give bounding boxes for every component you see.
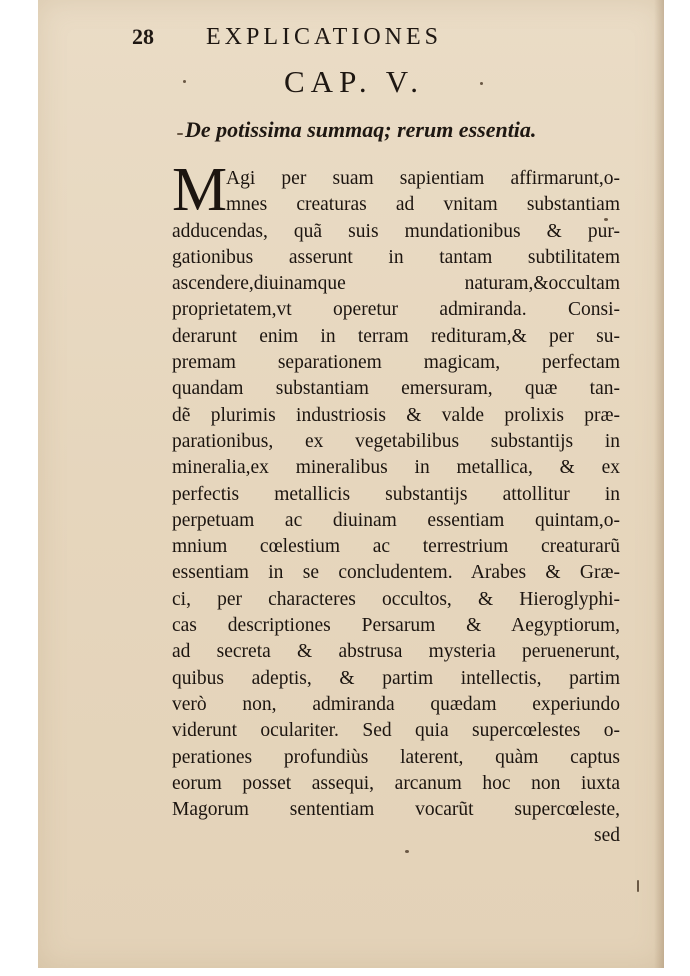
text-line: dẽ plurimis industriosis & valde prolixis præ-: [172, 404, 620, 426]
text-line: perfectis metallicis substantijs attollitur in: [172, 483, 620, 505]
paper-speck: [183, 80, 186, 83]
chapter-title: De potissima summaq; rerum essentia.: [185, 117, 537, 142]
text-line: essentiam in se concludentem. Arabes & Græ-: [172, 562, 620, 584]
text-line: gationibus asserunt in tantam subtilitatem: [172, 246, 620, 268]
body-text: [172, 166, 620, 850]
drop-cap: M: [172, 156, 228, 224]
text-line: quibus adeptis, & partim intellectis, partim: [172, 667, 620, 689]
text-line: ci, per characteres occultos, & Hieroglyphi-: [172, 588, 620, 610]
text-line: premam separationem magicam, perfectam: [172, 352, 620, 374]
catchword: sed: [594, 825, 620, 847]
text-line: mnes creaturas ad vnitam substantiam: [226, 194, 620, 216]
text-line: perpetuam ac diuinam essentiam quintam,o-: [172, 509, 620, 531]
text-line: ascendere,diuinamque naturam,&occultam: [172, 273, 620, 295]
text-line: viderunt oculariter. Sed quia supercœlestes o-: [172, 720, 620, 742]
text-line: perationes profundiùs laterent, quàm captus: [172, 746, 620, 768]
paper-speck: [405, 850, 409, 853]
text-line: proprietatem,vt operetur admiranda. Consi-: [172, 299, 620, 321]
text-line: Magorum sententiam vocarũt supercœleste,: [172, 799, 620, 821]
paper-speck: [177, 133, 183, 135]
chapter-heading: CAP. V.: [284, 64, 424, 99]
text-line: verò non, admiranda quædam experiundo: [172, 693, 620, 715]
paper-speck: [480, 82, 483, 85]
text-line: mineralia,ex mineralibus in metallica, & ex: [172, 457, 620, 479]
page-number: 28: [132, 24, 154, 49]
text-line: parationibus, ex vegetabilibus substantijs in: [172, 430, 620, 452]
text-line: ad secreta & abstrusa mysteria peruenerunt,: [172, 641, 620, 663]
paper-speck: [604, 218, 608, 221]
text-line: mnium cœlestium ac terrestrium creaturarũ: [172, 536, 620, 558]
text-line: cas descriptiones Persarum & Aegyptiorum,: [172, 615, 620, 637]
text-line: derarunt enim in terram redituram,& per su-: [172, 325, 620, 347]
page-edge-shadow: [654, 0, 664, 968]
running-title: EXPLICATIONES: [206, 24, 442, 50]
text-line: adducendas, quã suis mundationibus & pur-: [172, 220, 620, 242]
text-line: eorum posset assequi, arcanum hoc non iuxta: [172, 772, 620, 794]
text-line: Agi per suam sapientiam affirmarunt,o-: [226, 168, 620, 189]
text-line: quandam substantiam emersuram, quæ tan-: [172, 378, 620, 400]
paper-speck: [637, 880, 639, 892]
